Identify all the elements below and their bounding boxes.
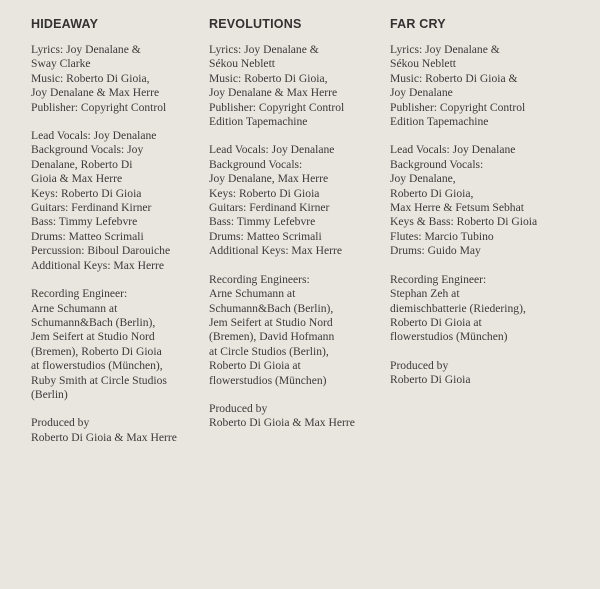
credit-line: Percussion: Biboul Darouiche [31, 244, 171, 258]
credit-line: Sékou Neblett [390, 57, 457, 71]
credit-line: Produced by [209, 401, 268, 415]
credit-line: Drums: Matteo Scrimali [31, 229, 144, 243]
credit-line: Keys & Bass: Roberto Di Gioia [390, 215, 538, 229]
song-title: REVOLUTIONS [209, 17, 302, 31]
credit-line: Edition Tapemachine [390, 115, 489, 129]
credits-production [209, 402, 385, 431]
credit-line: Joy Denalane, Max Herre [209, 172, 329, 186]
credits-writing [31, 43, 201, 115]
credit-line: Lead Vocals: Joy Denalane [390, 143, 516, 157]
credit-line: Joy Denalane & Max Herre [31, 86, 160, 100]
credit-line: Guitars: Ferdinand Kirner [31, 201, 152, 215]
credit-line: Roberto Di Gioia & Max Herre [31, 430, 177, 444]
credit-line: Gioia & Max Herre [31, 172, 123, 186]
credits-production [31, 416, 201, 445]
credit-line: Recording Engineers: [209, 272, 310, 286]
credit-line: at flowerstudios (München), [31, 359, 163, 373]
credit-line: Bass: Timmy Lefebvre [31, 215, 138, 229]
credit-line: (Bremen), David Hofmann [209, 330, 335, 344]
credit-line: Max Herre & Fetsum Sebhat [390, 201, 524, 215]
credits-recording [209, 273, 385, 388]
credits-musicians [209, 143, 385, 258]
credit-line: Drums: Guido May [390, 244, 481, 258]
credit-line: Flutes: Marcio Tubino [390, 229, 494, 243]
credit-line: Roberto Di Gioia, [390, 186, 474, 200]
column-far-cry [390, 17, 595, 402]
credit-line: Roberto Di Gioia [390, 373, 471, 387]
credit-line: Bass: Timmy Lefebvre [209, 215, 316, 229]
credit-line: Recording Engineer: [390, 272, 487, 286]
credit-line: at Circle Studios (Berlin), [209, 344, 329, 358]
credit-line: Produced by [31, 416, 90, 430]
credit-line: Roberto Di Gioia & Max Herre [209, 416, 355, 430]
credits-recording [31, 287, 201, 402]
credit-line: Sékou Neblett [209, 57, 276, 71]
credit-line: Lyrics: Joy Denalane & [31, 43, 141, 56]
credits-musicians [390, 143, 595, 258]
credit-line: Schumann&Bach (Berlin), [209, 301, 334, 315]
credits-recording [390, 273, 595, 345]
credit-line: Additional Keys: Max Herre [31, 258, 164, 272]
credit-line: Music: Roberto Di Gioia, [209, 71, 328, 85]
credit-line: Background Vocals: [209, 157, 303, 171]
credit-line: Drums: Matteo Scrimali [209, 229, 322, 243]
credit-line: Produced by [390, 358, 449, 372]
credit-line: Lyrics: Joy Denalane & [209, 43, 319, 56]
column-hideaway [31, 17, 201, 459]
credit-line: Schumann&Bach (Berlin), [31, 315, 156, 329]
credit-line: Music: Roberto Di Gioia & [390, 71, 518, 85]
credits-production [390, 359, 595, 388]
credit-line: Guitars: Ferdinand Kirner [209, 201, 330, 215]
credit-line: (Berlin) [31, 387, 68, 401]
credits-writing [209, 43, 385, 129]
credit-line: Denalane, Roberto Di [31, 157, 133, 171]
credits-musicians [31, 129, 201, 273]
credit-line: Background Vocals: [390, 157, 484, 171]
credit-line: Stephan Zeh at [390, 287, 460, 301]
credit-line: Jem Seifert at Studio Nord [31, 330, 155, 344]
credit-line: Recording Engineer: [31, 287, 128, 301]
credit-line: flowerstudios (München) [390, 330, 508, 344]
credit-line: Publisher: Copyright Control [31, 100, 167, 114]
credit-line: Keys: Roberto Di Gioia [209, 186, 320, 200]
credit-line: Lyrics: Joy Denalane & [390, 43, 500, 56]
credit-line: flowerstudios (München) [209, 373, 327, 387]
credit-line: Additional Keys: Max Herre [209, 244, 342, 258]
credits-writing [390, 43, 595, 129]
credit-line: Sway Clarke [31, 57, 91, 71]
credit-line: Joy Denalane, [390, 172, 456, 186]
credit-line: Roberto Di Gioia at [390, 315, 482, 329]
credit-line: Joy Denalane [390, 86, 453, 100]
credit-line: Roberto Di Gioia at [209, 359, 301, 373]
credit-line: Joy Denalane & Max Herre [209, 86, 338, 100]
credit-line: Arne Schumann at [31, 301, 118, 315]
credit-line: Keys: Roberto Di Gioia [31, 186, 142, 200]
song-title: HIDEAWAY [31, 17, 99, 31]
credit-line: Publisher: Copyright Control [390, 100, 526, 114]
song-title: FAR CRY [390, 17, 446, 31]
credit-line: Ruby Smith at Circle Studios [31, 373, 167, 387]
credit-line: diemischbatterie (Riedering), [390, 301, 526, 315]
credit-line: Lead Vocals: Joy Denalane [209, 143, 335, 157]
credit-line: Publisher: Copyright Control [209, 100, 345, 114]
column-revolutions [209, 17, 385, 445]
credit-line: (Bremen), Roberto Di Gioia [31, 344, 162, 358]
credit-line: Arne Schumann at [209, 287, 296, 301]
credit-line: Background Vocals: Joy [31, 143, 144, 157]
credit-line: Lead Vocals: Joy Denalane [31, 129, 157, 143]
credit-line: Music: Roberto Di Gioia, [31, 71, 150, 85]
credit-line: Edition Tapemachine [209, 115, 308, 129]
credit-line: Jem Seifert at Studio Nord [209, 315, 333, 329]
